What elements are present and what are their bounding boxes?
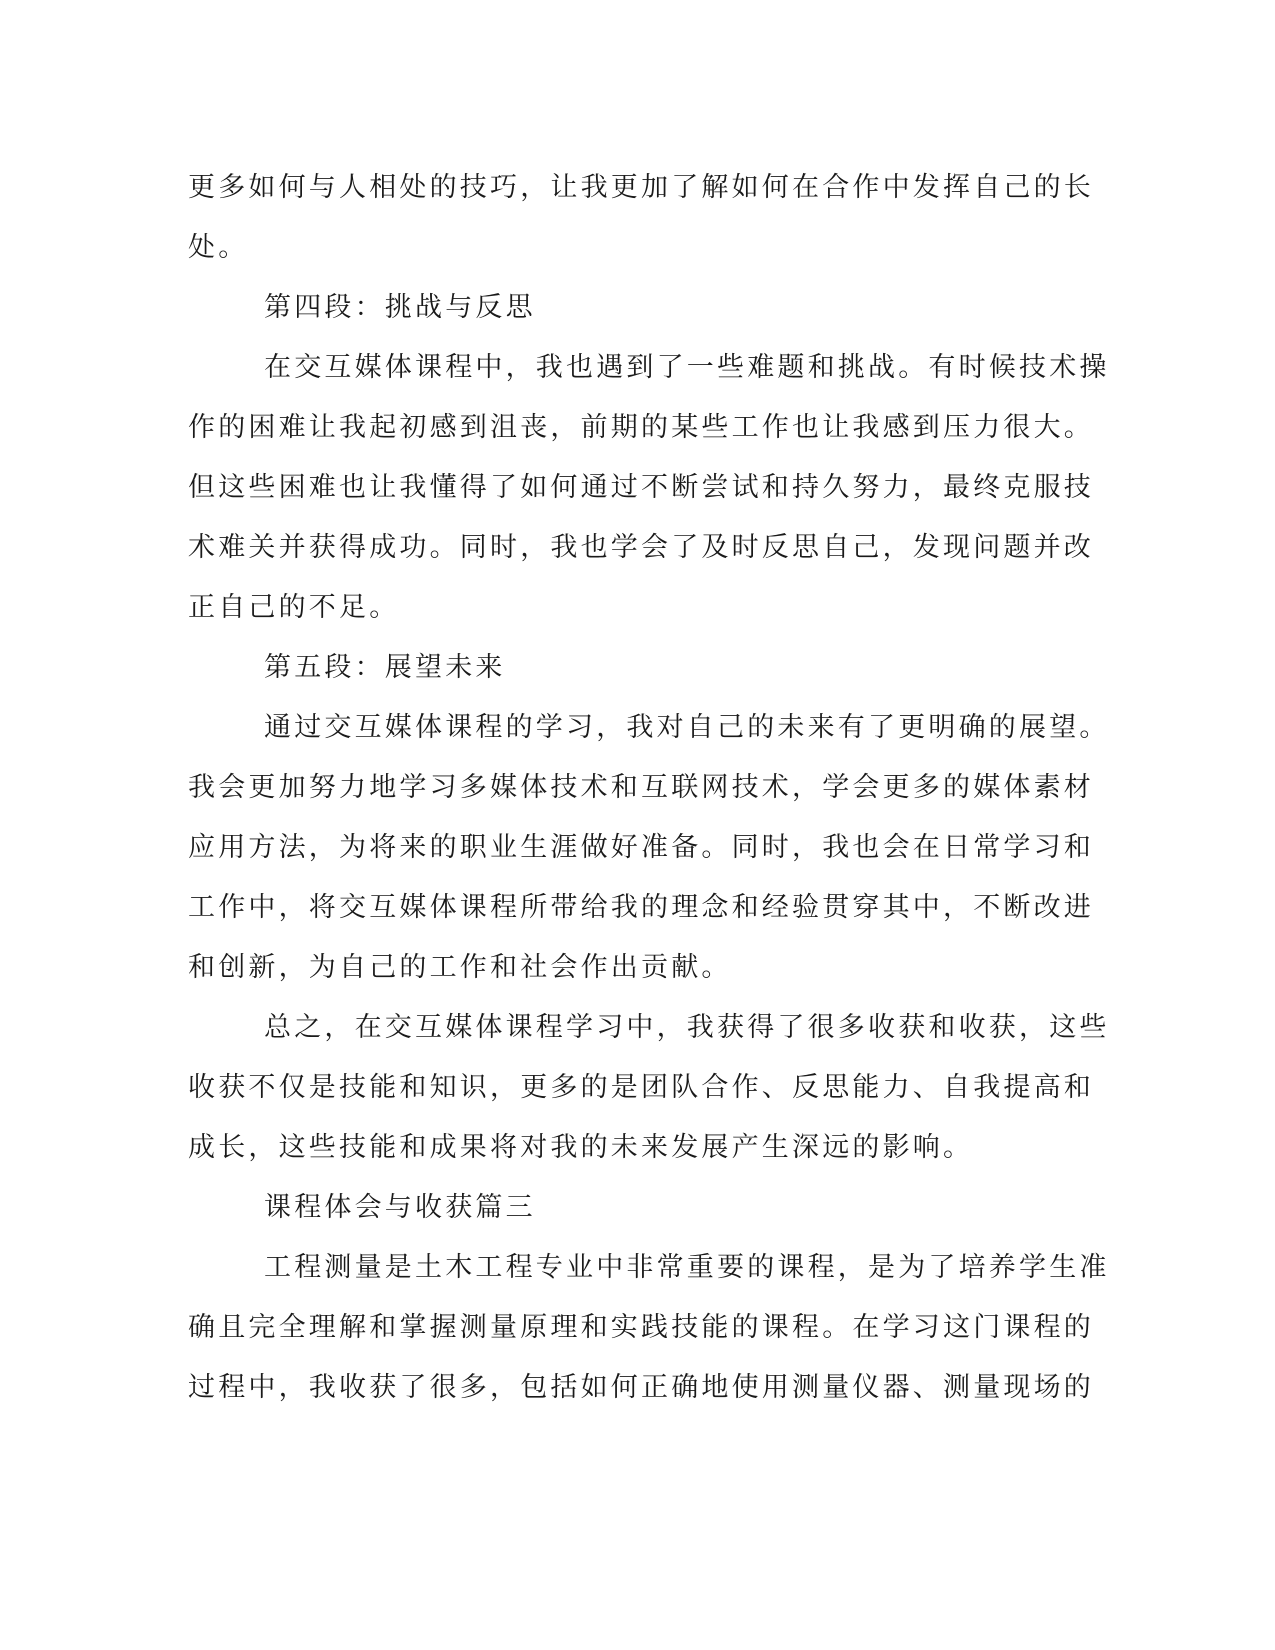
paragraph-line: 我会更加努力地学习多媒体技术和互联网技术，学会更多的媒体素材 bbox=[188, 772, 1094, 803]
paragraph-line: 成长，这些技能和成果将对我的未来发展产生深远的影响。 bbox=[188, 1132, 974, 1163]
paragraph-line-indented: 总之，在交互媒体课程学习中，我获得了很多收获和收获，这些 bbox=[264, 1012, 1110, 1043]
paragraph-line-indented: 工程测量是土木工程专业中非常重要的课程，是为了培养学生准 bbox=[264, 1252, 1110, 1283]
paragraph-line: 但这些困难也让我懂得了如何通过不断尝试和持久努力，最终克服技 bbox=[188, 472, 1094, 503]
paragraph-line: 正自己的不足。 bbox=[188, 592, 400, 623]
paragraph-line: 作的困难让我起初感到沮丧，前期的某些工作也让我感到压力很大。 bbox=[188, 412, 1094, 443]
paragraph-line: 术难关并获得成功。同时，我也学会了及时反思自己，发现问题并改 bbox=[188, 532, 1094, 563]
paragraph-line: 处。 bbox=[188, 232, 249, 263]
paragraph-line: 确且完全理解和掌握测量原理和实践技能的课程。在学习这门课程的 bbox=[188, 1312, 1094, 1343]
paragraph-line: 工作中，将交互媒体课程所带给我的理念和经验贯穿其中，不断改进 bbox=[188, 892, 1094, 923]
paragraph-line: 收获不仅是技能和知识，更多的是团队合作、反思能力、自我提高和 bbox=[188, 1072, 1094, 1103]
paragraph-line: 和创新，为自己的工作和社会作出贡献。 bbox=[188, 952, 732, 983]
paragraph-line-indented: 课程体会与收获篇三 bbox=[264, 1192, 536, 1223]
paragraph-line: 过程中，我收获了很多，包括如何正确地使用测量仪器、测量现场的 bbox=[188, 1372, 1094, 1403]
paragraph-line-indented: 通过交互媒体课程的学习，我对自己的未来有了更明确的展望。 bbox=[264, 712, 1110, 743]
paragraph-line: 更多如何与人相处的技巧，让我更加了解如何在合作中发挥自己的长 bbox=[188, 172, 1094, 203]
document-body bbox=[188, 158, 1110, 1418]
paragraph-line-indented: 第四段：挑战与反思 bbox=[264, 292, 536, 323]
paragraph-line-indented: 第五段：展望未来 bbox=[264, 652, 506, 683]
paragraph-line: 应用方法，为将来的职业生涯做好准备。同时，我也会在日常学习和 bbox=[188, 832, 1094, 863]
paragraph-line-indented: 在交互媒体课程中，我也遇到了一些难题和挑战。有时候技术操 bbox=[264, 352, 1110, 383]
